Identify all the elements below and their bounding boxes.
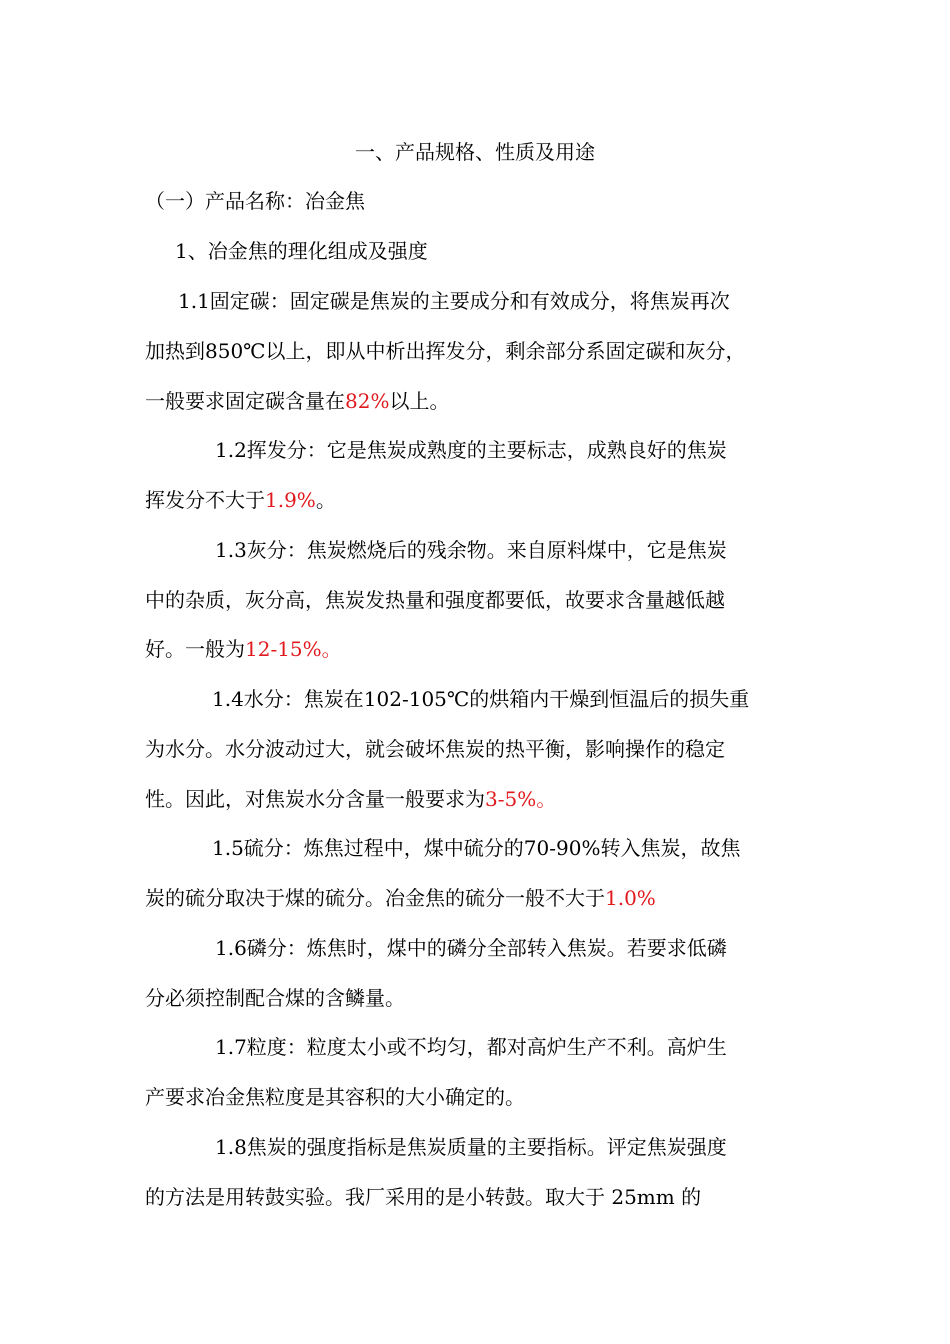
paragraph-line: 1.5硫分：炼焦过程中，煤中硫分的70-90%转入焦炭，故焦 [212, 836, 741, 860]
highlight-value: 12-15%。 [245, 637, 342, 661]
paragraph-line: 1.1固定碳：固定碳是焦炭的主要成分和有效成分，将焦炭再次 [178, 289, 730, 313]
paragraph-line: 产要求冶金焦粒度是其容积的大小确定的。 [145, 1085, 525, 1109]
highlight-value: 3-5%。 [485, 787, 557, 811]
paragraph-line: 的方法是用转鼓实验。我厂采用的是小转鼓。取大于 25mm 的 [145, 1185, 702, 1209]
text-span: 。 [315, 488, 336, 512]
paragraph-line: 1.7粒度：粒度太小或不均匀，都对高炉生产不利。高炉生 [215, 1035, 727, 1059]
paragraph-line [145, 786, 815, 812]
paragraph-line [145, 487, 815, 513]
paragraph-line [145, 885, 815, 911]
paragraph-line [145, 636, 815, 662]
paragraph-line: 分必须控制配合煤的含鳞量。 [145, 986, 405, 1010]
paragraph-line: 1.6磷分：炼焦时，煤中的磷分全部转入焦炭。若要求低磷 [215, 936, 727, 960]
text-span: 以上。 [389, 389, 450, 413]
section-title: （一）产品名称：冶金焦 [145, 189, 365, 213]
paragraph-line: 1.8焦炭的强度指标是焦炭质量的主要指标。评定焦炭强度 [215, 1135, 727, 1159]
page-heading: 一、产品规格、性质及用途 [355, 140, 595, 164]
highlight-value: 1.9% [265, 488, 316, 512]
text-span: 挥发分不大于 [145, 488, 265, 512]
paragraph-line: 中的杂质，灰分高，焦炭发热量和强度都要低，故要求含量越低越 [145, 588, 725, 612]
highlight-value: 82% [345, 389, 390, 413]
subsection-title: 1、冶金焦的理化组成及强度 [175, 239, 428, 263]
paragraph-line: 1.2挥发分：它是焦炭成熟度的主要标志，成熟良好的焦炭 [215, 438, 727, 462]
paragraph-line: 1.3灰分：焦炭燃烧后的残余物。来自原料煤中，它是焦炭 [215, 538, 727, 562]
paragraph-line: 1.4水分：焦炭在102-105℃的烘箱内干燥到恒温后的损失重 [212, 687, 750, 711]
paragraph-line [145, 388, 815, 414]
highlight-value: 1.0% [605, 886, 656, 910]
text-span: 炭的硫分取决于煤的硫分。冶金焦的硫分一般不大于 [145, 886, 605, 910]
text-span: 一般要求固定碳含量在 [145, 389, 345, 413]
text-span: 好。一般为 [145, 637, 245, 661]
paragraph-line: 加热到850℃以上，即从中析出挥发分，剩余部分系固定碳和灰分， [145, 339, 746, 363]
paragraph-line: 为水分。水分波动过大，就会破坏焦炭的热平衡，影响操作的稳定 [145, 737, 725, 761]
text-span: 性。因此，对焦炭水分含量一般要求为 [145, 787, 485, 811]
